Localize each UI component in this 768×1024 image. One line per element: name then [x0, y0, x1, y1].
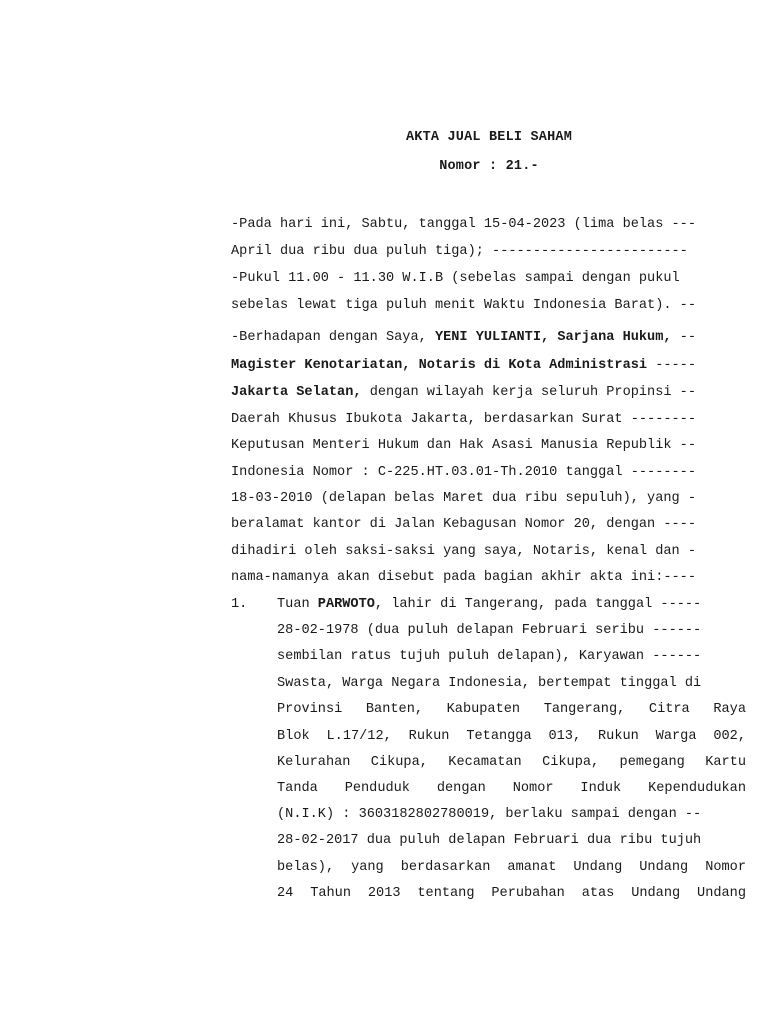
list-item-line: 28-02-1978 (dua puluh delapan Februari seribu ------: [277, 623, 702, 638]
paragraph-line: 18-03-2010 (delapan belas Maret dua ribu sepuluh), yang -: [231, 491, 696, 506]
text-segment: Tuan: [277, 597, 318, 612]
list-item-line: (N.I.K) : 3603182802780019, berlaku sampai dengan --: [277, 807, 702, 822]
paragraph-line: April dua ribu dua puluh tiga); ------------------------: [231, 244, 688, 259]
paragraph-line: Keputusan Menteri Hukum dan Hak Asasi Manusia Republik --: [231, 438, 696, 453]
document-number: Nomor : 21.-: [439, 159, 539, 174]
document-title: AKTA JUAL BELI SAHAM: [405, 130, 573, 145]
paragraph-line-region: [231, 384, 746, 402]
notary-title: Magister Kenotariatan, Notaris di Kota Administrasi: [231, 358, 648, 373]
text-segment: dengan wilayah kerja seluruh Propinsi --: [361, 385, 696, 400]
paragraph-line: Daerah Khusus Ibukota Jakarta, berdasarkan Surat --------: [231, 412, 696, 427]
text-segment: --: [671, 330, 697, 345]
text-segment: -Berhadapan dengan Saya,: [231, 330, 435, 345]
paragraph-line-notary: [231, 329, 746, 347]
list-item-line: belas), yang berdasarkan amanat Undang Undang Nomor: [277, 860, 746, 875]
paragraph-line: sebelas lewat tiga puluh menit Waktu Indonesia Barat). --: [231, 298, 696, 313]
paragraph-line: dihadiri oleh saksi-saksi yang saya, Notaris, kenal dan -: [231, 544, 696, 559]
list-item-first-line: [277, 596, 746, 614]
notary-region: Jakarta Selatan,: [231, 385, 362, 400]
list-item-line: Blok L.17/12, Rukun Tetangga 013, Rukun Warga 002,: [277, 729, 746, 744]
list-item-line: Swasta, Warga Negara Indonesia, bertempat tinggal di: [277, 676, 702, 691]
list-item-line: Provinsi Banten, Kabupaten Tangerang, Citra Raya: [277, 702, 746, 717]
paragraph-line: -Pukul 11.00 - 11.30 W.I.B (sebelas sampai dengan pukul: [231, 271, 680, 286]
paragraph-line-notary-title: [231, 357, 746, 375]
text-segment: -----: [647, 358, 696, 373]
paragraph-line: Indonesia Nomor : C-225.HT.03.01-Th.2010 tanggal --------: [231, 465, 696, 480]
list-item-line: sembilan ratus tujuh puluh delapan), Karyawan ------: [277, 649, 702, 664]
list-item-line: Tanda Penduduk dengan Nomor Induk Kependudukan: [277, 781, 746, 796]
list-item-line: Kelurahan Cikupa, Kecamatan Cikupa, pemegang Kartu: [277, 755, 746, 770]
list-item-line: 24 Tahun 2013 tentang Perubahan atas Undang Undang: [277, 886, 746, 901]
party-name: PARWOTO: [317, 597, 375, 612]
paragraph-line: -Pada hari ini, Sabtu, tanggal 15-04-2023 (lima belas ---: [231, 217, 696, 232]
paragraph-line: beralamat kantor di Jalan Kebagusan Nomor 20, dengan ----: [231, 517, 696, 532]
list-item-line: 28-02-2017 dua puluh delapan Februari dua ribu tujuh: [277, 833, 702, 848]
list-item-number: 1.: [231, 597, 248, 612]
notary-name: YENI YULIANTI, Sarjana Hukum,: [434, 330, 672, 345]
text-segment: , lahir di Tangerang, pada tanggal -----: [374, 597, 702, 612]
paragraph-line: nama-namanya akan disebut pada bagian akhir akta ini:----: [231, 570, 696, 585]
